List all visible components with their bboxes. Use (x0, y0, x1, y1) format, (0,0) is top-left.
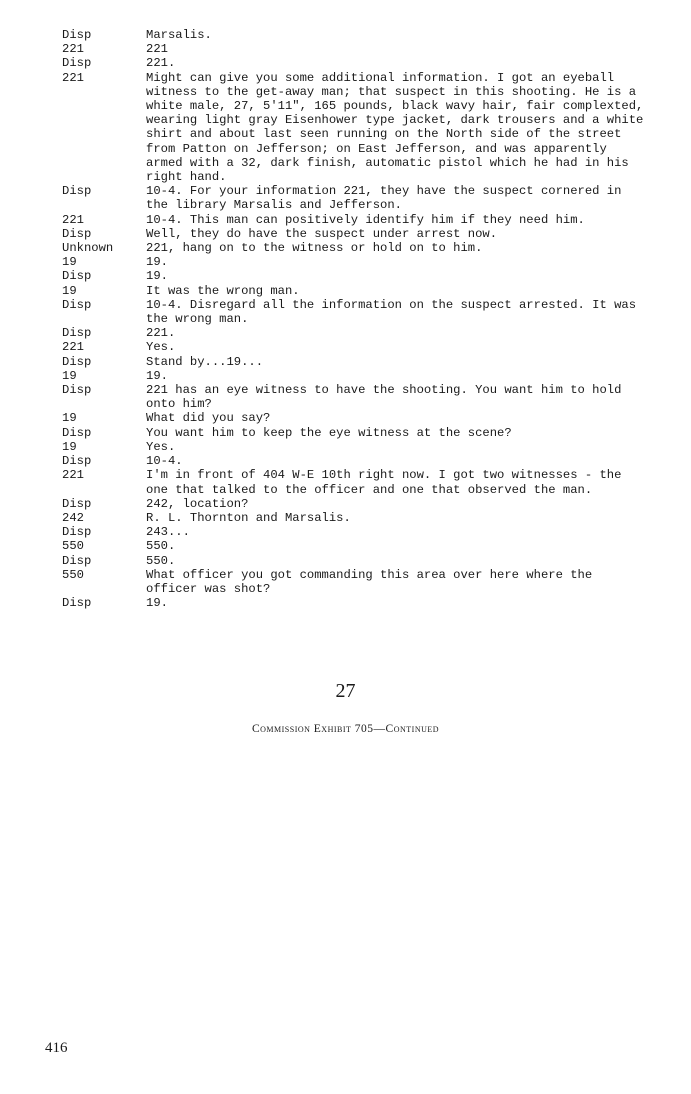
speaker-label: Disp (62, 596, 92, 611)
transcript-entry (62, 468, 662, 496)
transcript-entry (62, 355, 662, 369)
transcript-entry (62, 411, 662, 425)
transmission-text: It was the wrong man. (146, 283, 300, 298)
transcript-entry (62, 56, 662, 70)
transmission-text: 19. (146, 255, 168, 270)
transcript-entry (62, 255, 662, 269)
transcript-entry (62, 568, 662, 596)
speaker-label: 550 (62, 539, 84, 554)
speaker-label: Disp (62, 326, 92, 341)
transcript-entry (62, 539, 662, 553)
transmission-text: 19. (146, 269, 168, 284)
transmission-text: 242, location? (146, 496, 249, 511)
transcript-entry (62, 340, 662, 354)
speaker-label: 221 (62, 468, 84, 483)
transcript-entry (62, 554, 662, 568)
transmission-text: 221, hang on to the witness or hold on to him. (146, 241, 483, 256)
transcript-entry (62, 454, 662, 468)
speaker-label: 19 (62, 368, 77, 383)
transmission-text: I'm in front of 404 W-E 10th right now. I got two witnesses - the one that talked to the officer and one that observed the man. (146, 468, 622, 497)
transcript-entry (62, 369, 662, 383)
transmission-text: 550. (146, 539, 176, 554)
speaker-label: Disp (62, 56, 92, 71)
speaker-label: 19 (62, 255, 77, 270)
transcript-entry (62, 298, 662, 326)
volume-page-number: 416 (45, 1040, 68, 1056)
speaker-label: Disp (62, 28, 92, 42)
transmission-text: 19. (146, 368, 168, 383)
transcript-entry (62, 241, 662, 255)
speaker-label: Disp (62, 425, 92, 440)
transmission-text: Well, they do have the suspect under arrest now. (146, 226, 498, 241)
transcript-entry (62, 511, 662, 525)
speaker-label: Disp (62, 354, 92, 369)
transmission-text: Yes. (146, 340, 176, 355)
speaker-label: Disp (62, 226, 92, 241)
transcript-entry (62, 227, 662, 241)
radio-transcript (62, 28, 662, 610)
transmission-text: 10-4. For your information 221, they have the suspect cornered in the library Marsalis and Jefferson. (146, 184, 622, 213)
transmission-text: R. L. Thornton and Marsalis. (146, 510, 351, 525)
speaker-label: Disp (62, 269, 92, 284)
transcript-entry (62, 213, 662, 227)
speaker-label: Unknown (62, 241, 114, 256)
speaker-label: 19 (62, 439, 77, 454)
transcript-entry (62, 440, 662, 454)
exhibit-caption: Commission Exhibit 705—Continued (251, 723, 440, 735)
transcript-entry (62, 184, 662, 212)
transmission-text: 19. (146, 596, 168, 611)
speaker-label: 221 (62, 340, 84, 355)
transmission-text: 221 (146, 42, 168, 57)
speaker-label: Disp (62, 184, 92, 199)
speaker-label: Disp (62, 525, 92, 540)
speaker-label: Disp (62, 297, 92, 312)
transcript-entry (62, 42, 662, 56)
transcript-entry (62, 383, 662, 411)
speaker-label: Disp (62, 553, 92, 568)
transmission-text: 10-4. (146, 454, 183, 469)
transcript-entry (62, 426, 662, 440)
speaker-label: 242 (62, 510, 84, 525)
speaker-label: 19 (62, 411, 77, 426)
transmission-text: 10-4. Disregard all the information on the suspect arrested. It was the wrong man. (146, 297, 637, 327)
transmission-text: You want him to keep the eye witness at the scene? (146, 425, 512, 440)
transcript-entry (62, 596, 662, 610)
speaker-label: 221 (62, 70, 84, 85)
transcript-entry (62, 28, 662, 42)
transcript-entry (62, 269, 662, 283)
transcript-entry (62, 284, 662, 298)
transcript-entry (62, 326, 662, 340)
transmission-text: 550. (146, 553, 176, 568)
transmission-text: Might can give you some additional information. I got an eyeball witness to the get-away man; that suspect in this shooting. He is a white male, 27, 5'11", 165 pounds, black wavy hair, fair complexted, wearing light gray Eisenhower type jacket, dark trousers and a white shirt and about last seen running on the North side of the street from Patton on Jefferson; on East Jefferson, and was apparently armed with a 32, dark finish, automatic pistol which he had in his right hand. (146, 70, 644, 185)
speaker-label: 221 (62, 212, 84, 227)
page-number: 27 (335, 680, 356, 702)
transmission-text: 221. (146, 56, 176, 71)
transmission-text: 243... (146, 525, 190, 540)
transmission-text: Yes. (146, 439, 176, 454)
transmission-text: Marsalis. (146, 28, 212, 42)
transmission-text: Stand by...19... (146, 354, 264, 369)
speaker-label: 19 (62, 283, 77, 298)
transmission-text: What officer you got commanding this area over here where the officer was shot? (146, 567, 593, 596)
speaker-label: Disp (62, 496, 92, 511)
transmission-text: 10-4. This man can positively identify him if they need him. (146, 212, 585, 227)
transcript-entry (62, 71, 662, 185)
speaker-label: 550 (62, 567, 84, 582)
transcript-entry (62, 497, 662, 511)
speaker-label: Disp (62, 383, 92, 398)
transcript-entry (62, 525, 662, 539)
transmission-text: What did you say? (146, 411, 271, 426)
transmission-text: 221. (146, 326, 176, 341)
speaker-label: Disp (62, 454, 92, 469)
speaker-label: 221 (62, 42, 84, 57)
transmission-text: 221 has an eye witness to have the shooting. You want him to hold onto him? (146, 383, 622, 412)
